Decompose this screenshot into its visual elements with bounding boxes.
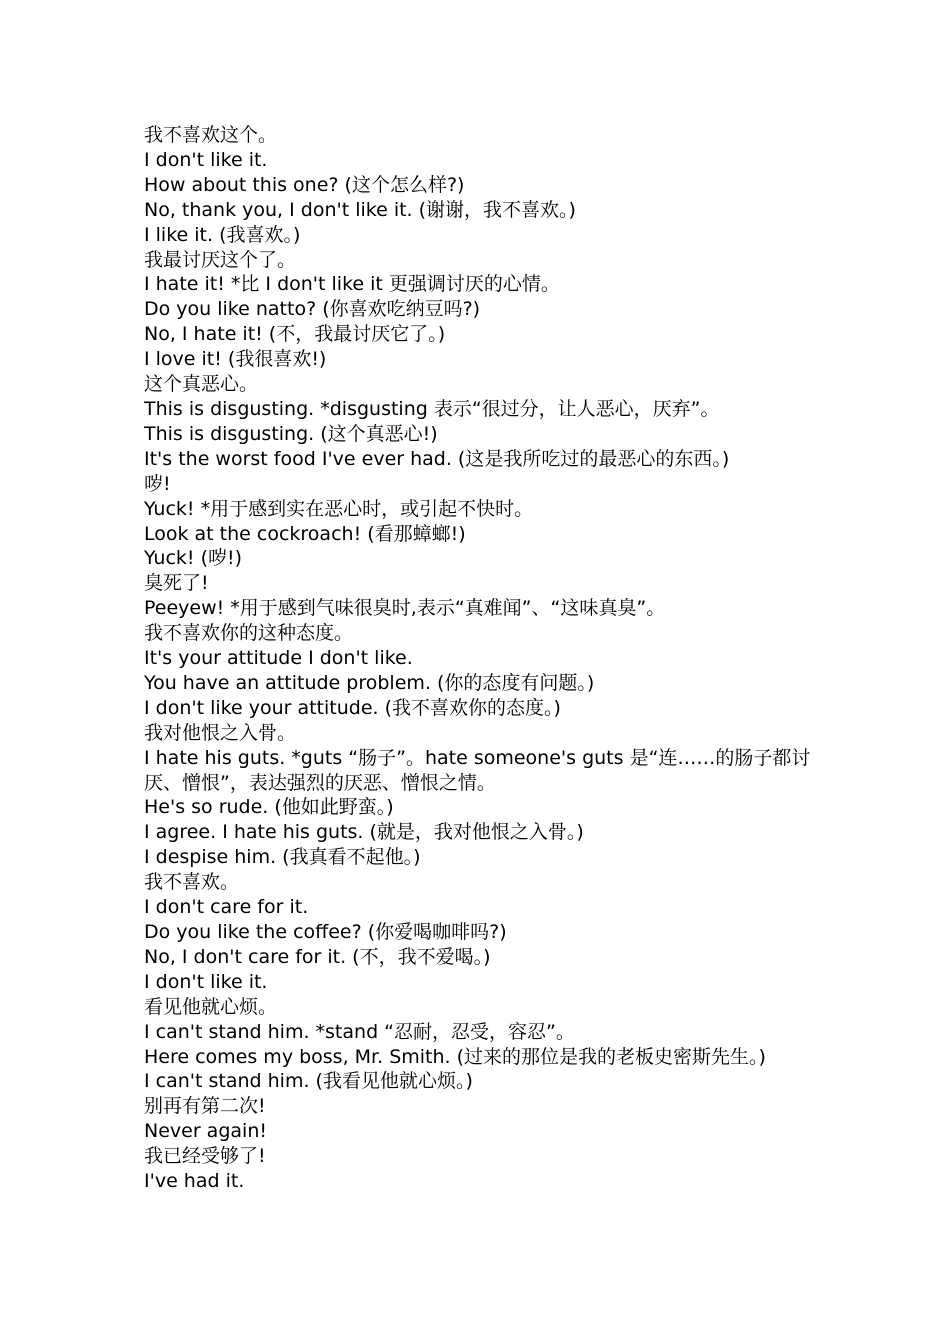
text-line: No, thank you, I don't like it. (谢谢，我不喜欢。) <box>144 198 576 221</box>
text-line: 这个真恶心。 <box>144 373 259 396</box>
text-line: No, I hate it! (不，我最讨厌它了。) <box>144 323 446 346</box>
text-line: Peeyew! *用于感到气味很臭时,表示“真难闻”、“这味真臭”。 <box>144 597 666 620</box>
text-line: You have an attitude problem. (你的态度有问题。) <box>144 671 595 694</box>
text-line: Do you like natto? (你喜欢吃纳豆吗?) <box>144 298 481 321</box>
text-line: I like it. (我喜欢。) <box>144 223 301 246</box>
text-line: How about this one? (这个怎么样?) <box>144 173 465 196</box>
text-line: I don't like it. <box>144 970 268 993</box>
text-line: He's so rude. (他如此野蛮。) <box>144 796 394 819</box>
text-line: I don't like your attitude. (我不喜欢你的态度。) <box>144 696 561 719</box>
text-line: I can't stand him. (我看见他就心烦。) <box>144 1070 473 1093</box>
text-line: Yuck! (哕!) <box>144 547 243 570</box>
text-line: I don't care for it. <box>144 896 309 919</box>
text-line: 哕! <box>144 472 171 495</box>
text-line: 我不喜欢这个。 <box>144 124 278 146</box>
text-line: 我对他恨之入骨。 <box>144 721 297 744</box>
text-line: Here comes my boss, Mr. Smith. (过来的那位是我的老板史密斯先生。) <box>144 1045 766 1068</box>
text-line: 我已经受够了! <box>144 1145 266 1168</box>
text-line: 我不喜欢。 <box>144 871 240 894</box>
text-line: I can't stand him. *stand “忍耐，忍受，容忍”。 <box>144 1020 575 1043</box>
text-line: Do you like the coffee? (你爱喝咖啡吗?) <box>144 921 507 943</box>
text-line: 别再有第二次! <box>144 1095 266 1118</box>
text-line: 臭死了! <box>144 572 209 595</box>
text-line: It's the worst food I've ever had. (这是我所吃过的最恶心的东西。) <box>144 447 730 470</box>
text-line: This is disgusting. (这个真恶心!) <box>144 422 438 445</box>
text-line: I hate his guts. *guts “肠子”。hate someone's guts 是“连……的肠子都讨厌、憎恨”，表达强烈的厌恶、憎恨之情。 <box>144 746 811 794</box>
text-line: I hate it! *比 I don't like it 更强调讨厌的心情。 <box>144 273 560 296</box>
text-line: Yuck! *用于感到实在恶心时，或引起不快时。 <box>144 497 534 520</box>
text-line: This is disgusting. *disgusting 表示“很过分，让人恶心，厌弃”。 <box>144 397 720 420</box>
text-line: I despise him. (我真看不起他。) <box>144 846 421 869</box>
text-line: Look at the cockroach! (看那蟑螂!) <box>144 522 466 545</box>
text-line: I've had it. <box>144 1170 245 1193</box>
text-line: 看见他就心烦。 <box>144 995 278 1018</box>
text-line: I don't like it. <box>144 148 268 171</box>
text-line: 我最讨厌这个了。 <box>144 248 297 271</box>
text-line: Never again! <box>144 1120 267 1143</box>
text-line: It's your attitude I don't like. <box>144 647 413 670</box>
text-line: 我不喜欢你的这种态度。 <box>144 622 354 645</box>
text-line: I love it! (我很喜欢!) <box>144 348 327 371</box>
document-page <box>144 123 824 1194</box>
text-line: No, I don't care for it. (不，我不爱喝。) <box>144 945 491 968</box>
text-line: I agree. I hate his guts. (就是，我对他恨之入骨。) <box>144 821 584 844</box>
